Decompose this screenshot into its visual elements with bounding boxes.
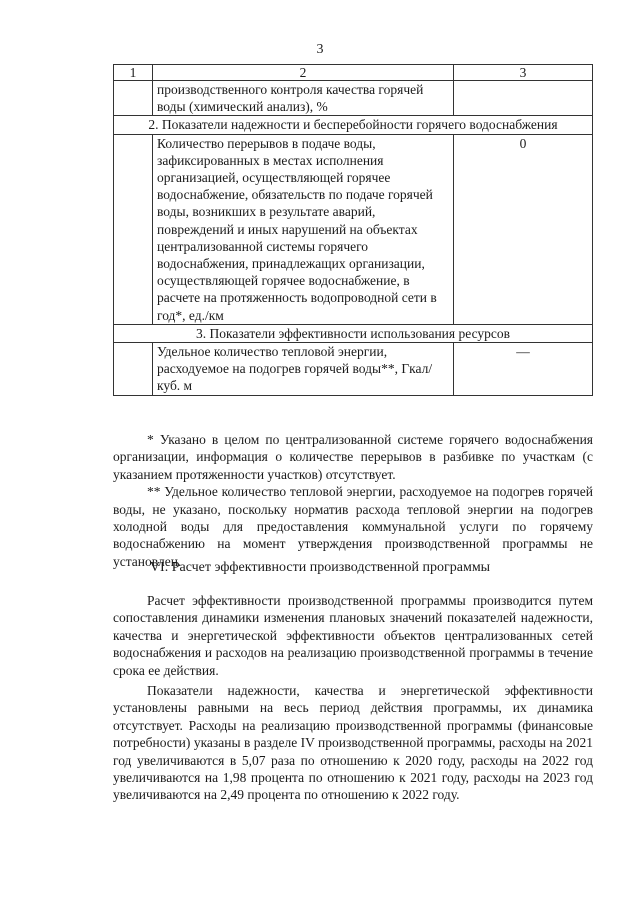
table-row <box>114 81 593 116</box>
table-section-row <box>114 116 593 134</box>
footnote-2: ** Удельное количество тепловой энергии, расходуемое на подогрев горячей воды, не указано, поскольку норматив расхода тепловой энергии на подогрев холодной воды для предоставления коммунальной услуги по горячему водоснабжению на момент утверждения производственной программы не установлен. <box>113 484 593 569</box>
indicator-name-cell: производственного контроля качества горячей воды (химический анализ), % <box>153 81 454 116</box>
paragraph: Расчет эффективности производственной программы производится путем сопоставления динамики изменения плановых значений показателей надежности, качества и энергетической эффективности объектов централизованных сетей водоснабжения и расходов на реализацию производственной программы в течение срока ее действия. <box>113 593 593 678</box>
section-6-title: VI. Расчет эффективности производственной программы <box>149 560 491 575</box>
indicators-table <box>113 64 593 396</box>
indicator-value-cell: — <box>454 343 593 396</box>
column-1-header: 1 <box>114 65 153 81</box>
footnote-1: * Указано в целом по централизованной системе горячего водоснабжения организации, информация о количестве перерывов в разбивке по участкам (с указанием протяженности участков) отсутствует. <box>113 432 593 482</box>
row-number-cell <box>114 343 153 396</box>
section-3-title: 3. Показатели эффективности использования ресурсов <box>114 324 593 342</box>
paragraph: Показатели надежности, качества и энергетической эффективности установлены равными на весь период действия программы, их динамика отсутствует. Расходы на реализацию производственной программы (финансовые потребности) указаны в разделе IV производственной программы, расходы на 2021 год увеличиваются в 5,07 раза по отношению к 2020 году, расходы на 2022 год увеличиваются на 1,98 процента по отношению к 2021 году, расходы на 2023 год увеличиваются на 2,49 процента по отношению к 2022 году. <box>113 683 593 803</box>
column-2-header: 2 <box>153 65 454 81</box>
row-number-cell <box>114 134 153 324</box>
column-3-header: 3 <box>454 65 593 81</box>
indicator-name-cell: Количество перерывов в подаче воды, зафиксированных в местах исполнения организацией, осуществляющей горячее водоснабжение, обязательств по подаче горячей воды, возникших в результате аварий, повреждений и иных нарушений на объектах централизованной системы горячего водоснабжения, принадлежащих организации, осуществляющей горячее водоснабжение, в расчете на протяженность водопроводной сети в год*, ед./км <box>153 134 454 324</box>
footnotes <box>113 431 593 570</box>
table-section-row <box>114 324 593 342</box>
table-row <box>114 343 593 396</box>
row-number-cell <box>114 81 153 116</box>
indicator-value-cell: 0 <box>454 134 593 324</box>
indicator-name-cell: Удельное количество тепловой энергии, расходуемое на подогрев горячей воды**, Гкал/ куб. м <box>153 343 454 396</box>
page-number: 3 <box>316 42 324 57</box>
table-header-row <box>114 65 593 81</box>
indicator-value-cell <box>454 81 593 116</box>
table-row <box>114 134 593 324</box>
section-6-body <box>113 592 593 804</box>
section-2-title: 2. Показатели надежности и бесперебойности горячего водоснабжения <box>114 116 593 134</box>
